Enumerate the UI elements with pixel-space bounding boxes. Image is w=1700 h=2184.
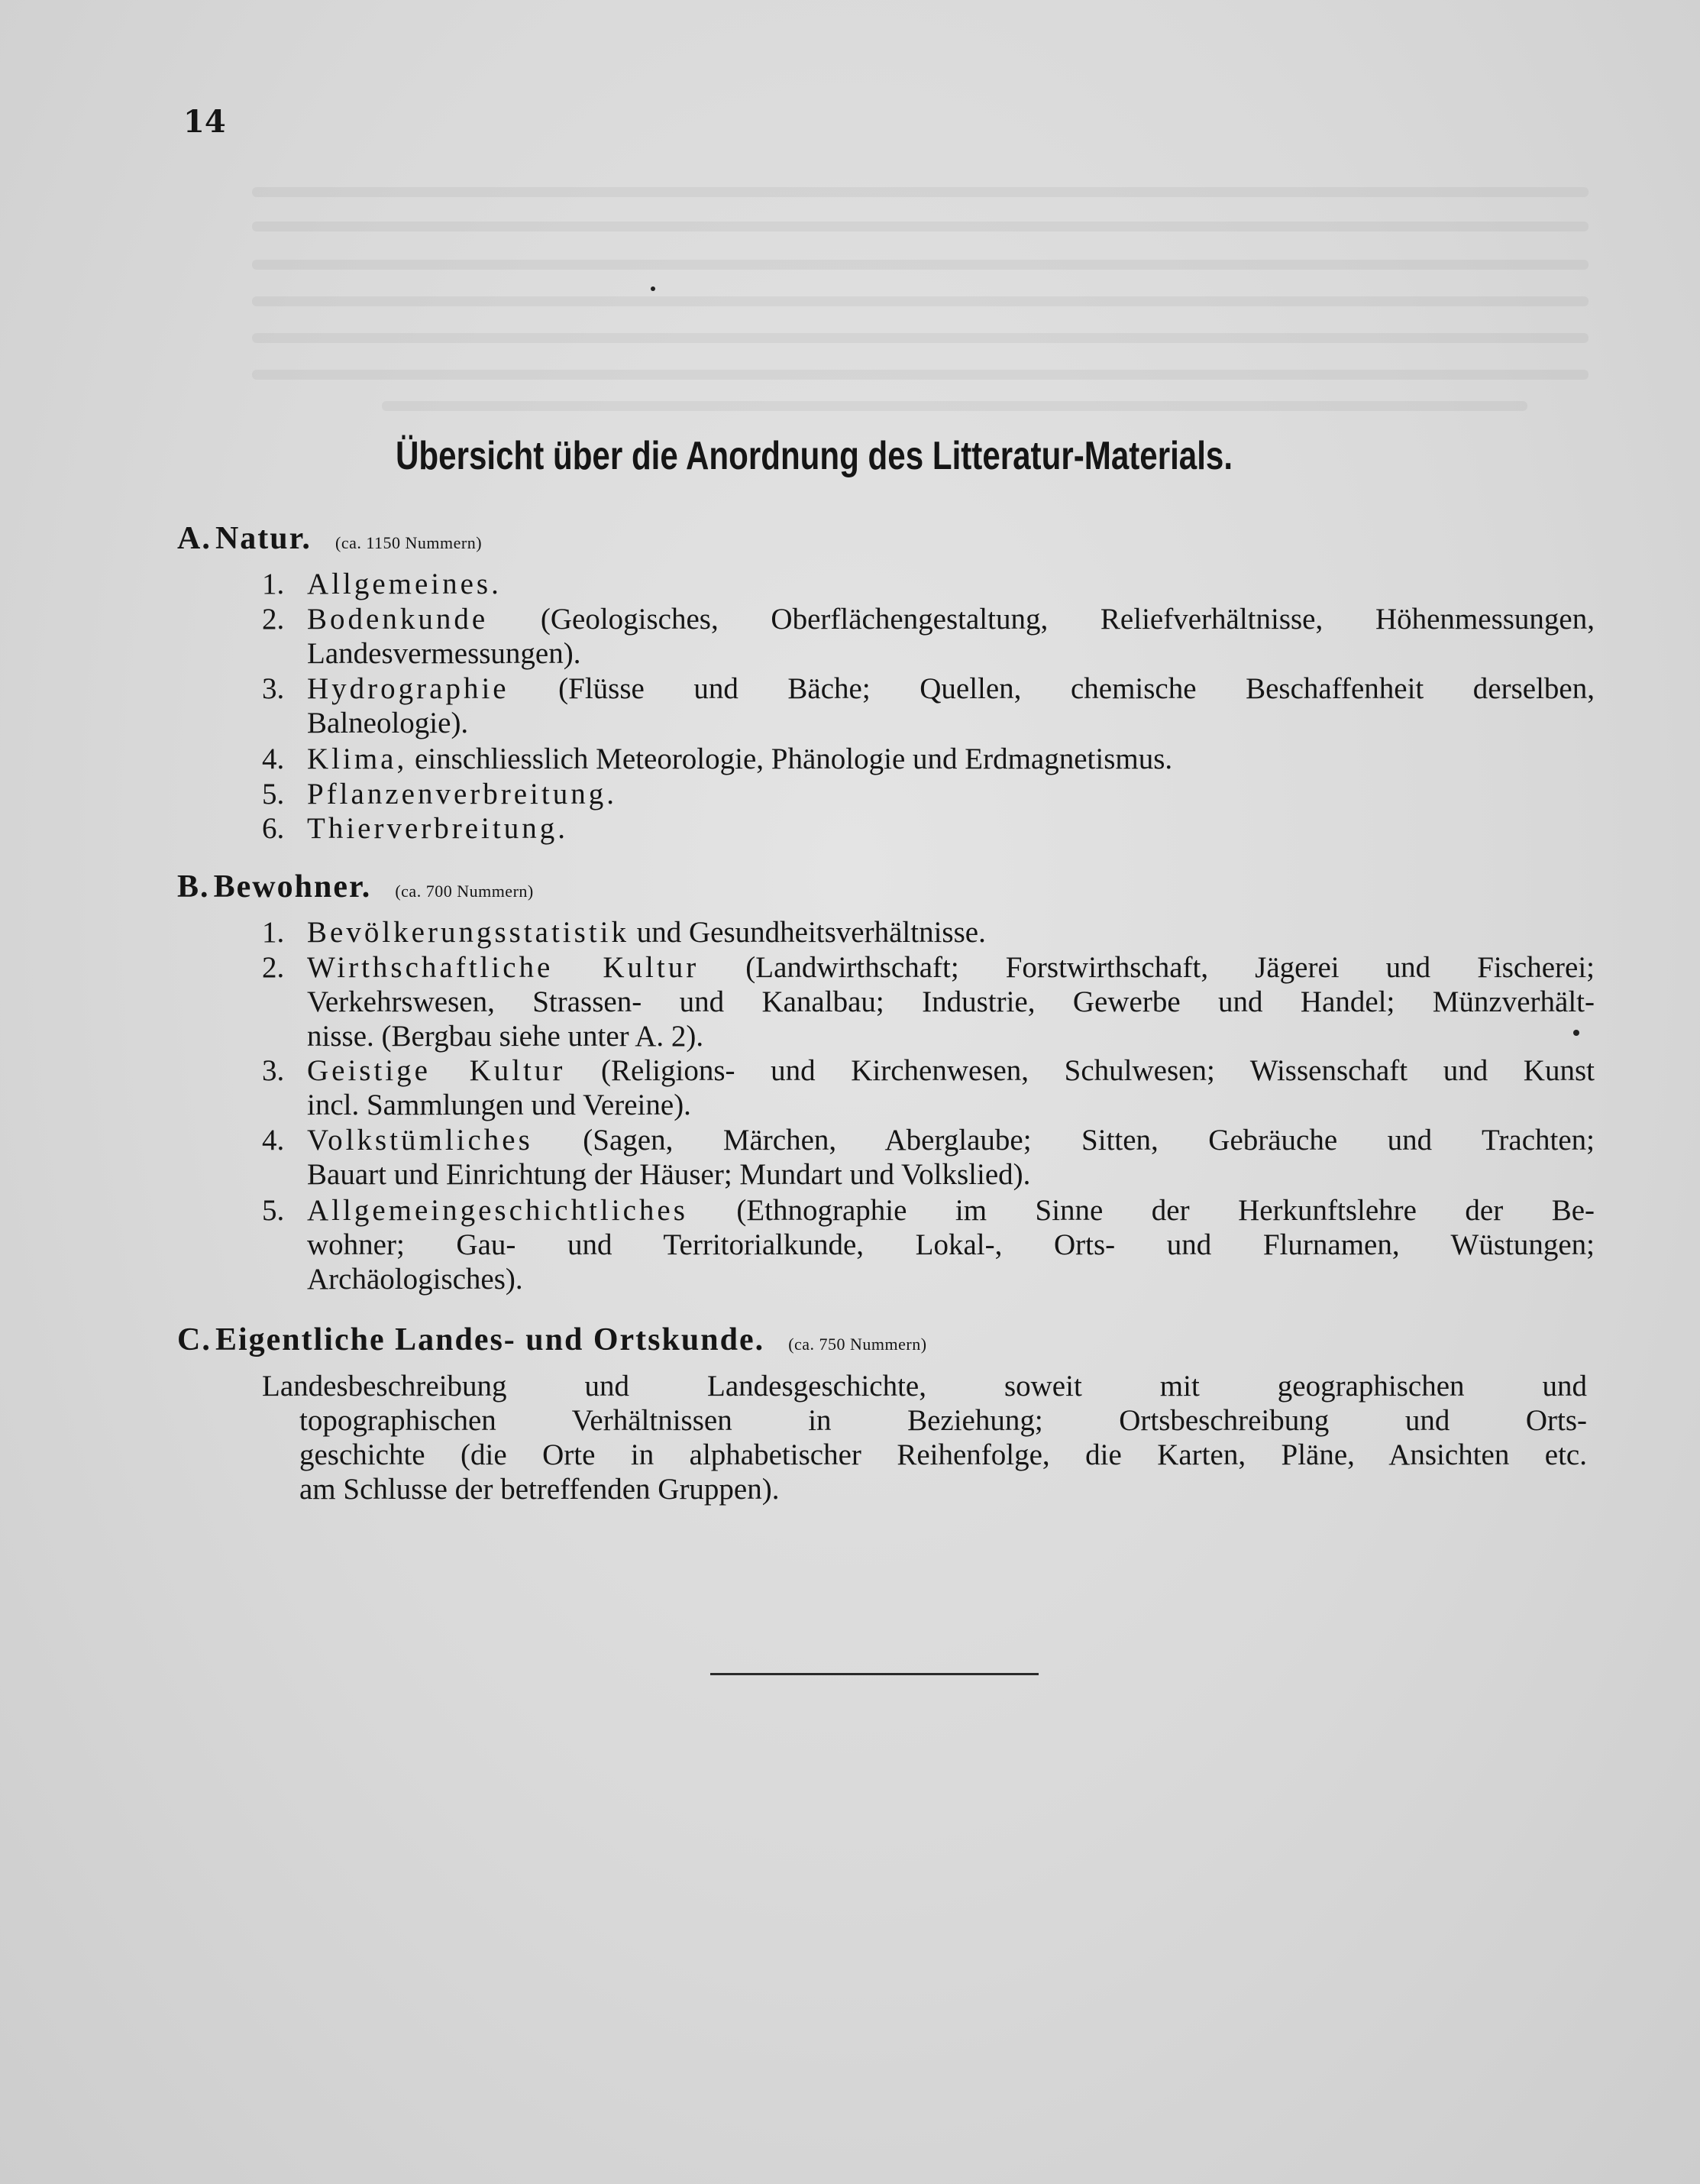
item-description: wohner; Gau- und Territorialkunde, Lokal-, Orts- und Flurnamen, Wüstungen; [307, 1228, 1595, 1261]
item-description: einschliesslich Meteorologie, Phänologie und Erdmagnetismus. [407, 743, 1173, 775]
paragraph-text: topographischen Verhältnissen in Beziehung; Ortsbeschreibung und Orts- [299, 1404, 1587, 1437]
item-description: incl. Sammlungen und Vereine). [307, 1089, 691, 1121]
item-keyword: Geistige Kultur [307, 1054, 566, 1087]
item-keyword: Thierverbreitung. [307, 812, 568, 845]
section-name: Natur. [215, 521, 312, 556]
item-text [307, 777, 617, 811]
list-item-line [262, 811, 1595, 846]
item-description: Verkehrswesen, Strassen- und Kanalbau; Industrie, Gewerbe und Handel; Münzverhält- [307, 985, 1595, 1018]
item-description: (Ethnographie im Sinne der Herkunftslehre der Be- [687, 1194, 1595, 1227]
section-name: Bewohner. [213, 869, 372, 904]
paragraph-text: Landesbeschreibung und Landesgeschichte, soweit mit geographischen und [262, 1370, 1587, 1403]
item-text [307, 1019, 703, 1053]
item-number: 1. [262, 916, 285, 949]
list-item-line [262, 1053, 1595, 1088]
item-keyword: Pflanzenverbreitung. [307, 778, 617, 811]
item-text [307, 950, 1595, 985]
item-keyword: Allgemeingeschichtliches [307, 1194, 688, 1227]
page-number: 14 [183, 104, 226, 140]
section-count: (ca. 700 Nummern) [395, 882, 534, 901]
item-description: Balneologie). [307, 707, 469, 739]
list-item [262, 671, 1595, 740]
section-letter: B. [177, 869, 210, 904]
list-item-line [262, 567, 1595, 601]
item-description: Landesvermessungen). [307, 637, 581, 670]
list-item-line [262, 742, 1595, 776]
bleed-through-line [252, 370, 1588, 380]
item-description: (Religions- und Kirchenwesen, Schulwesen; Wissenschaft und Kunst [565, 1054, 1595, 1087]
item-keyword: Bevölkerungsstatistik [307, 916, 629, 949]
bleed-through-line [252, 260, 1588, 270]
item-text [307, 602, 1595, 636]
page-title: Übersicht über die Anordnung des Litteratur-Materials. [396, 434, 1233, 478]
item-description: nisse. (Bergbau siehe unter A. 2). [307, 1020, 704, 1053]
item-number: 3. [262, 1054, 285, 1087]
paragraph-text: geschichte (die Orte in alphabetischer Reihenfolge, die Karten, Pläne, Ansichten etc. [299, 1438, 1587, 1471]
list-item-line [262, 706, 1595, 740]
item-description: Archäologisches). [307, 1263, 523, 1296]
list-item-line [262, 1123, 1595, 1157]
item-keyword: Hydrographie [307, 672, 509, 705]
list-item-line [262, 1193, 1595, 1228]
item-text [307, 915, 986, 950]
list-item-line [262, 602, 1595, 636]
item-description: (Geologisches, Oberflächengestaltung, Reliefverhältnisse, Höhenmessungen, [488, 603, 1595, 636]
list-item-line [262, 1228, 1595, 1262]
list-item [262, 567, 1595, 601]
section-heading-bewohner [177, 866, 534, 914]
item-text [307, 742, 1172, 776]
item-text [307, 1088, 691, 1122]
item-text [307, 1228, 1595, 1262]
paragraph-line [262, 1472, 1595, 1506]
list-item-line [262, 777, 1595, 811]
item-text [307, 706, 468, 740]
ink-speck [1573, 1030, 1579, 1036]
item-text [307, 1262, 523, 1296]
item-keyword: Bodenkunde [307, 603, 489, 636]
section-count: (ca. 1150 Nummern) [335, 533, 483, 552]
item-number: 1. [262, 568, 285, 600]
item-text [307, 636, 580, 671]
item-description: Bauart und Einrichtung der Häuser; Mundart und Volkslied). [307, 1158, 1031, 1191]
section-letter: C. [177, 1322, 212, 1357]
item-number: 6. [262, 812, 285, 845]
item-number: 3. [262, 672, 285, 705]
item-keyword: Wirthschaftliche Kultur [307, 951, 700, 984]
bleed-through-line [252, 333, 1588, 343]
item-keyword: Allgemeines. [307, 568, 502, 600]
item-keyword: Klima, [307, 743, 408, 775]
item-text [307, 1193, 1595, 1228]
item-number: 4. [262, 1124, 285, 1157]
ink-speck [651, 286, 655, 291]
item-text [307, 985, 1595, 1019]
paragraph-text: am Schlusse der betreffenden Gruppen). [299, 1473, 780, 1506]
item-text [307, 1123, 1595, 1157]
bleed-through-line [252, 296, 1588, 306]
list-item [262, 1053, 1595, 1122]
list-item [262, 811, 1595, 846]
list-item [262, 1123, 1595, 1192]
item-keyword: Volkstümliches [307, 1124, 533, 1157]
item-description: (Sagen, Märchen, Aberglaube; Sitten, Gebräuche und Trachten; [532, 1124, 1595, 1157]
section-heading-natur [177, 518, 482, 565]
item-number: 2. [262, 603, 285, 636]
list-item-line [262, 950, 1595, 985]
item-number: 4. [262, 743, 285, 775]
list-item-line [262, 636, 1595, 671]
section-name: Eigentliche Landes- und Ortskunde. [215, 1322, 765, 1357]
item-text [307, 811, 568, 846]
list-item [262, 742, 1595, 776]
paragraph-line [262, 1369, 1595, 1403]
list-item [262, 602, 1595, 671]
item-description: und Gesundheitsverhältnisse. [629, 916, 986, 949]
list-item-line [262, 985, 1595, 1019]
item-number: 5. [262, 778, 285, 811]
bleed-through-line [252, 222, 1588, 231]
list-item [262, 1193, 1595, 1296]
end-rule [710, 1673, 1039, 1675]
section-paragraph-landeskunde [262, 1369, 1595, 1506]
list-item [262, 950, 1595, 1053]
list-item-line [262, 1088, 1595, 1122]
list-item-line [262, 671, 1595, 706]
item-text [307, 671, 1595, 706]
item-number: 2. [262, 951, 285, 984]
item-text [307, 1157, 1030, 1192]
section-count: (ca. 750 Nummern) [788, 1335, 927, 1354]
list-item [262, 915, 1595, 950]
list-item [262, 777, 1595, 811]
item-description: (Flüsse und Bäche; Quellen, chemische Beschaffenheit derselben, [509, 672, 1595, 705]
list-item-line [262, 1157, 1595, 1192]
list-item-line [262, 1262, 1595, 1296]
item-description: (Landwirthschaft; Forstwirthschaft, Jägerei und Fischerei; [699, 951, 1595, 984]
item-number: 5. [262, 1194, 285, 1227]
item-text [307, 567, 502, 601]
bleed-through-line [382, 401, 1527, 411]
list-item-line [262, 1019, 1595, 1053]
item-text [307, 1053, 1595, 1088]
section-heading-landeskunde [177, 1319, 927, 1367]
paragraph-line [262, 1403, 1595, 1438]
list-item-line [262, 915, 1595, 950]
paragraph-line [262, 1438, 1595, 1472]
bleed-through-line [252, 187, 1588, 197]
section-letter: A. [177, 521, 212, 556]
